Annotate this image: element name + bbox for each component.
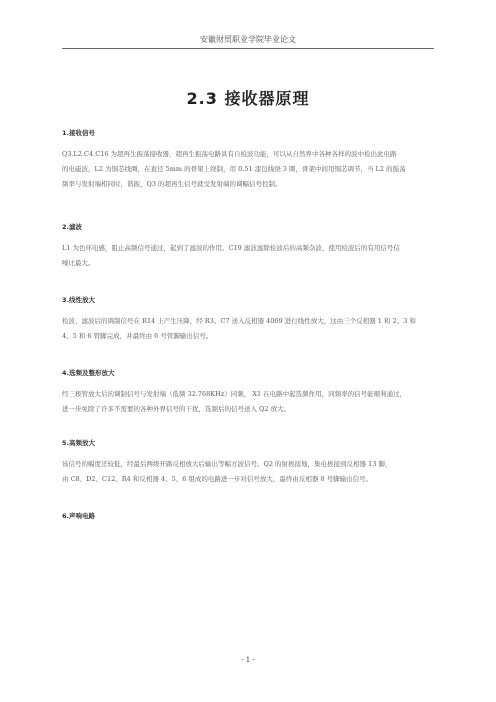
heading-sound-circuit: 6.声响电路 xyxy=(62,512,95,520)
text-line: 的电磁波，L2 为铜芯线圈，在直径 5mm 的骨架上绕制，用 0.51 漆包线绕 3 圈，骨架中间用铜芯调节，当 L2 的振荡 xyxy=(62,165,406,173)
text-line: Q3.L2.C4.C16 为超再生振荡接收器，超再生振荡电路具有自检波功能，可以从自然界中各种各样的波中检出此电路 xyxy=(62,150,397,158)
section-title: 2.3 接收器原理 xyxy=(186,89,310,108)
text-line: 检波、滤波后的调制信号在 R14 上产生压降，经 R3、C7 送入反相器 4069 进行线性放大，这由三个反相器 1 和 2、3 和 xyxy=(62,317,416,325)
heading-frequency-select: 4.选频及整形放大 xyxy=(62,369,115,377)
paragraph-linear-amplifier xyxy=(62,314,437,344)
text-line: 频率与发射端相同时，谐振，Q3 的超再生信号就受发射端的调幅信号控制。 xyxy=(62,180,282,188)
paragraph-receive-signal xyxy=(62,147,437,192)
text-line: 经三极管放大后的调制信号与发射端（低频 32.768KHz）同频， X1 在电路中起选频作用，同频率的信号能顺利通过， xyxy=(62,390,407,398)
paragraph-filter xyxy=(62,241,437,271)
text-line: 进一步免除了许多不需要的各种外界信号的干扰，选频后的信号送入 Q2 放大。 xyxy=(62,405,291,413)
text-line: 该信号的幅度还较低，经最后两级开路反相放大后输出等幅方波信号。Q2 的射极接地，集电极接到反相器 13 脚， xyxy=(62,460,392,468)
heading-high-frequency-amplifier: 5.高频放大 xyxy=(62,439,95,447)
page-header: 安徽财贸职业学院毕业论文 xyxy=(62,34,434,49)
text-line: L1 为色环电感，阻止高频信号通过，起到了滤波的作用。C19 滤波滤除检波后的高频杂波，使用检波后的有用信号信 xyxy=(62,244,400,252)
text-line: 由 C8、D2、C12、R4 和反相器 4、5、6 组成的电路进一步对信号放大，最终由反相器 8 号脚输出信号。 xyxy=(62,475,373,483)
paragraph-high-frequency-amplifier xyxy=(62,457,437,487)
paragraph-frequency-select xyxy=(62,387,437,417)
heading-filter: 2.滤波 xyxy=(62,223,82,231)
heading-linear-amplifier: 3.线性放大 xyxy=(62,296,95,304)
text-line: 4、5 和 6 管脚完成，并最终由 6 号管脚输出信号。 xyxy=(62,332,213,340)
page-number: - 1 - xyxy=(241,656,255,664)
heading-receive-signal: 1.接收信号 xyxy=(62,129,95,137)
text-line: 噪比最大。 xyxy=(62,259,95,267)
